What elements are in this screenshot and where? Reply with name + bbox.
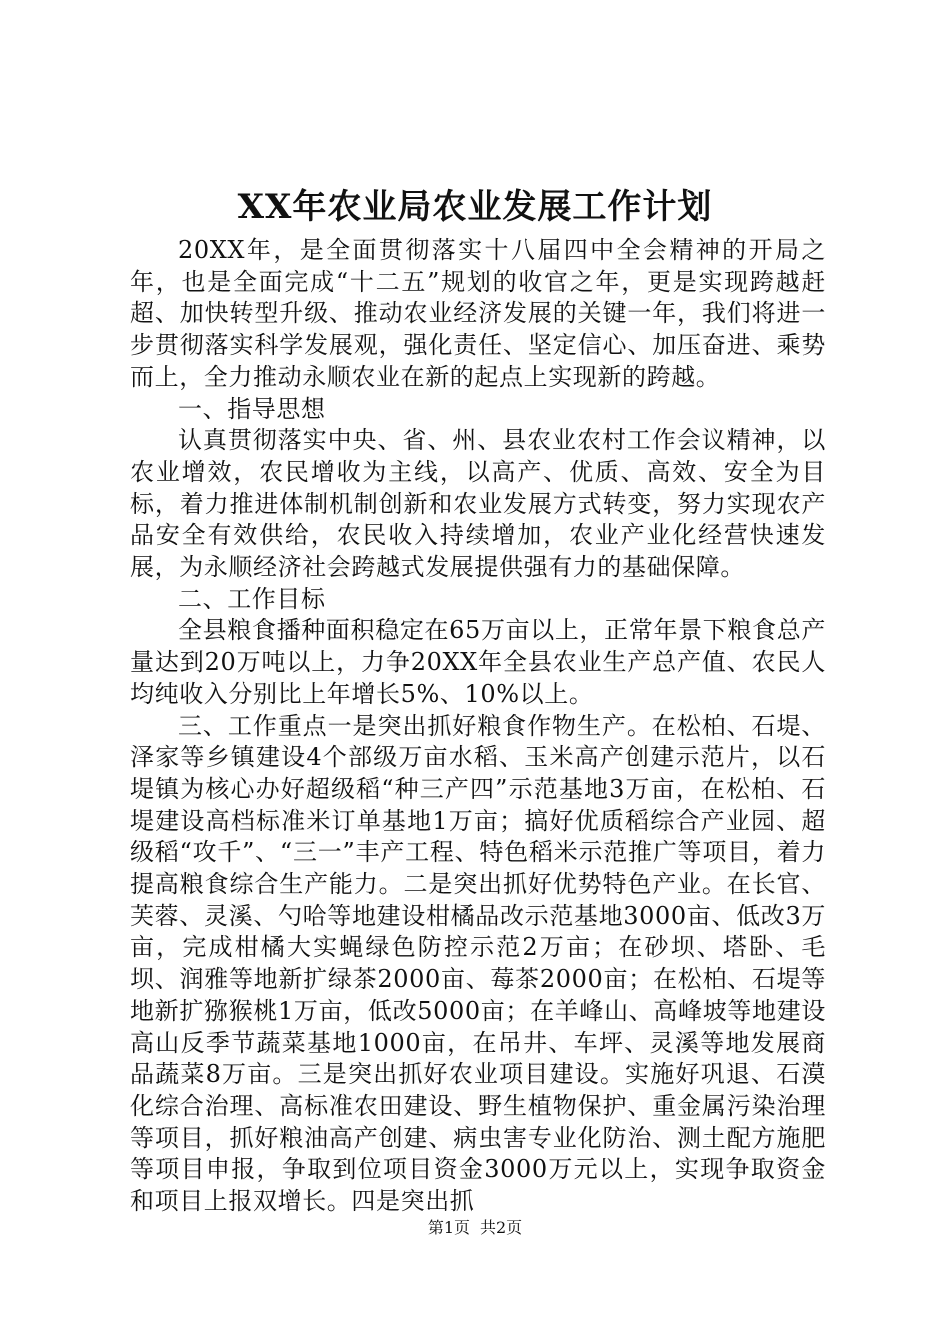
intro-paragraph: 20XX年，是全面贯彻落实十八届四中全会精神的开局之年，也是全面完成“十二五”规划的收官之年，更是实现跨越赶超、加快转型升级、推动农业经济发展的关键一年，我们将进一步贯彻落实科学发展观，强化责任、坚定信心、加压奋进、乘势而上，全力推动永顺农业在新的起点上实现新的跨越。 — [130, 236, 826, 391]
section-body-guiding-ideology: 认真贯彻落实中央、省、州、县农业农村工作会议精神，以农业增效，农民增收为主线，以高产、优质、高效、安全为目标，着力推进体制机制创新和农业发展方式转变，努力实现农产品安全有效供给，农民收入持续增加，农业产业化经营快速发展，为永顺经济社会跨越式发展提供强有力的基础保障。 — [130, 426, 826, 582]
document-body — [130, 235, 826, 1218]
page-number-current: 第1页 — [427, 1218, 470, 1237]
page-footer — [0, 1217, 950, 1239]
document-title: XX年农业局农业发展工作计划 — [237, 187, 713, 227]
section-heading-work-goals: 二、工作目标 — [178, 584, 326, 613]
section-body-work-goals: 全县粮食播种面积稳定在65万亩以上，正常年景下粮食总产量达到20万吨以上，力争20XX年全县农业生产总产值、农民人均纯收入分别比上年增长5%、10%以上。 — [130, 616, 826, 708]
section-body-work-focus: 三、工作重点一是突出抓好粮食作物生产。在松柏、石堤、泽家等乡镇建设4个部级万亩水稻、玉米高产创建示范片，以石堤镇为核心办好超级稻“种三产四”示范基地3万亩，在松柏、石堤建设高档标准米订单基地1万亩；搞好优质稻综合产业园、超级稻“攻千”、“三一”丰产工程、特色稻米示范推广等项目，着力提高粮食综合生产能力。二是突出抓好优势特色产业。在长官、芙蓉、灵溪、勺哈等地建设柑橘品改示范基地3000亩、低改3万亩，完成柑橘大实蝇绿色防控示范2万亩；在砂坝、塔卧、毛坝、润雅等地新扩绿茶2000亩、莓茶2000亩；在松柏、石堤等地新扩猕猴桃1万亩，低改5000亩；在羊峰山、高峰坡等地建设高山反季节蔬菜基地1000亩，在吊井、车坪、灵溪等地发展商品蔬菜8万亩。三是突出抓好农业项目建设。实施好巩退、石漠化综合治理、高标准农田建设、野生植物保护、重金属污染治理等项目，抓好粮油高产创建、病虫害专业化防治、测土配方施肥等项目申报，争取到位项目资金3000万元以上，实现争取资金和项目上报双增长。四是突出抓 — [130, 711, 826, 1216]
section-heading-guiding-ideology: 一、指导思想 — [178, 394, 326, 423]
page-number-total: 共2页 — [480, 1218, 523, 1237]
